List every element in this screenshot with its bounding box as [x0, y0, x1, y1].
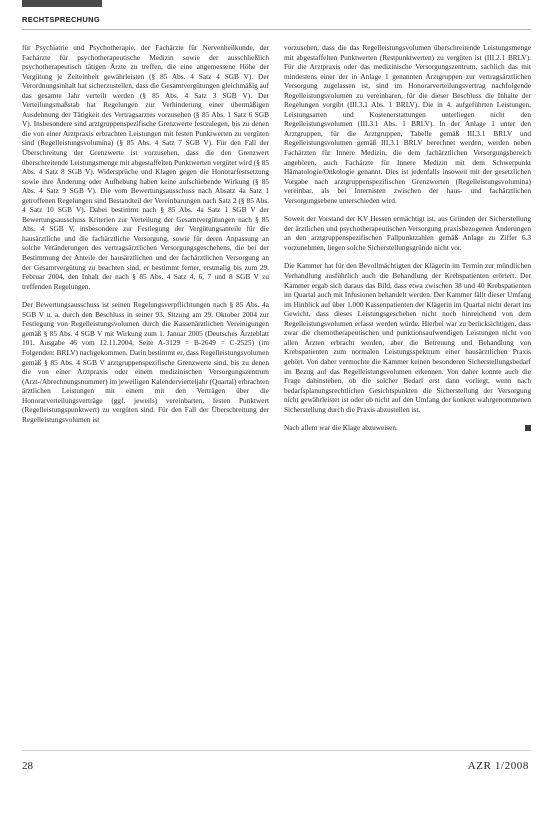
paragraph: Der Bewertungsausschuss ist seinen Regelungsverpflichtungen nach § 85 Abs. 4a SGB V u. a. durch den Beschluss in seiner 93. Sitzung am 29. Oktober 2004 zur Festlegung von Regelleistungsvolumen durch die Kassenärztlichen Vereinigungen gemäß § 85 Abs. 4 SGB V mit Wirkung zum 1. Januar 2005 (Deutsches Ärzteblatt 101, Ausgabe 46 vom 12.11.2004, Seite A-3129 = B-2649 = C-2525) (im Folgenden: BRLV) nachgekommen. Darin bestimmt er, dass Regelleistungsvolumen gemäß § 85 Abs. 4 SGB V arztgruppenspezifische Grenzwerte sind, bis zu denen die von einer Arztpraxis oder einem medizinischen Versorgungszentrum (Arzt-/Abrechnungsnummer) im jeweiligen Kalendervierteljahr (Quartal) erbrachten ärztlichen Leistungen mit einem mit den Verträgen über die Honorarverteilungsverträge (ggf. jeweils) vereinbarten, festen Punktwert (Regelleistungspunktwert) zu vergüten sind. Für den Fall der Überschreitung der Regelleistungsvolumen ist	[22, 300, 269, 424]
page-number: 28	[22, 760, 33, 772]
header-rule	[22, 29, 531, 30]
right-column	[284, 43, 531, 442]
end-of-article-mark	[525, 425, 531, 431]
paragraph: Die Kammer hat für den Bevollmächtigten der Klägerin im Termin zur mündlichen Verhandlung ausführlich auch die Behandlung der Krebspatienten erörtert. Der Kammer ergab sich daraus das Bild, dass etwa zwischen 38 und 40 Krebspatienten im Quartal auch mit Infusionen behandelt werden. Der Kammer fällt dieser Umfang im Hinblick auf über 1.000 Kassenpatienten der Klägerin im Quartal nicht derart ins Gewicht, dass dieses Leistungsgeschehen nicht noch hinreichend von dem Regelleistungsvolumen erfasst werden würde. Hierbei war zu berücksichtigen, dass zwar die chemotherapeutischen und punktionsaufwendigen Leistungen nicht von allen Ärzten erbracht werden, aber die Betreuung und Behandlung von Krebspatienten zum normalen Leistungsspektrum einer hausärztlichen Praxis gehört. Von daher vermochte die Kammer keinen besonderen Sicherstellungsbedarf im Bezug auf das Regelleistungsvolumen erkennen. Von daher konnte auch die Frage dahinstehen, ob die solcher Bedarf erst dann vorliegt, wenn nach bedarfsplanungsrechtlichen Gesichtspunkten die Sicherstellung der Versorgung nicht gewährleistet ist oder ob nicht auf den Umfang der konkret wahrgenommenen Sicherstellung durch die Praxis abzustellen ist.	[284, 261, 531, 414]
journal-reference: AZR 1/2008	[467, 760, 529, 772]
header-bar	[22, 0, 102, 7]
footer-rule	[22, 750, 531, 751]
paragraph: für Psychiatrie und Psychotherapie, der Fachärzte für Nervenheilkunde, der Fachärzte für psychotherapeutische Medizin sowie der ausschließlich psychotherapeutisch tätigen Ärzte zu treffen, die eine angemessene Höhe der Vergütung je Zeiteinheit gewährleisten (§ 85 Abs. 4 Satz 4 SGB V). Der Verordnungsinhalt hat sicherzustellen, dass die Gesamtvergütungen gleichmäßig auf das gesamte Jahr verteilt werden (§ 85 Abs. 4 Satz 3 SGB V). Der Verteilungsmaßstab hat Regelungen zur Verhinderung einer übermäßigen Ausdehnung der Tätigkeit des Vertragsarztes vorzusehen (§ 85 Abs. 1 Satz 6 SGB V). Insbesondere sind arztgruppenspezifische Grenzwerte festzulegen, bis zu denen die von einer Arztpraxis erbrachten Leistungen mit festen Punktwerten zu vergüten sind (Regelleistungsvolumina) (§ 85 Abs. 4 Satz 7 SGB V). Für den Fall der Überschreitung der Grenzwerte ist vorzusehen, dass die den Grenzwert überschreitende Leistungsmenge mit abgestaffelten Punktwerten vergütet wird (§ 85 Abs. 4 Satz 8 SGB V). Widersprüche und Klagen gegen die Honorarfestsetzung sowie ihre Änderung oder Aufhebung haben keine aufschiebende Wirkung (§ 85 Abs. 4 Satz 9 SGB V). Die vom Bewertungsausschuss nach Absatz 4a Satz 1 getroffenen Regelungen sind Bestandteil der Vereinbarungen nach Satz 2 (§ 85 Abs. 4 Satz 10 SGB V). Dabei bestimmt nach § 85 Abs. 4a Satz 1 SGB V der Bewertungsausschuss Kriterien zur Verteilung der Gesamtvergütungen nach § 85 Abs. 4 SGB V, insbesondere zur Festlegung der Vergütungsanteile für die hausärztliche und die fachärztliche Versorgung, sowie für deren Anpassung an solche Veränderungen des vertragsärztlichen Versorgungsgeschehens, die bei der Bestimmung der Anteile der hausärztlichen und der fachärztlichen Versorgung an der Gesamtvergütung zu beachten sind, er bestimmt ferner, erstmalig bis zum 29. Februar 2004, den Inhalt der nach § 85 Abs. 4 Satz 4, 6, 7 und 8 SGB V zu treffenden Regelungen.	[22, 43, 269, 291]
left-column	[22, 43, 269, 433]
closing-paragraph	[284, 423, 531, 433]
closing-text: Nach allem war die Klage abzuweisen.	[284, 423, 398, 433]
section-label: RECHTSPRECHUNG	[22, 15, 100, 24]
paragraph: Soweit der Vorstand der KV Hessen ermächtigt ist, aus Gründen der Sicherstellung der ärztlichen und psychotherapeutischen Versorgung praxisbezogenen Änderungen an den arztgruppenspezifischen Fallpunktzahlen gemäß Anlage zu Ziffer 6.3 vorzunehmen, liegen solche Sicherstellungsgründe nicht vor.	[284, 214, 531, 252]
paragraph: vorzusehen, dass die das Regelleistungsvolumen überschreitende Leistungsmenge mit abgestaffelten Punktwerten (Restpunktwerten) zu vergüten ist (III.2.1 BRLV). Für die Arztpraxis oder das medizinische Versorgungszentrum, sachlich das mit mindestens einer der in Anlage 1 genannten Arztgruppen zur vertragsärztlichen Versorgung zugelassen ist, sind im Honorarverteilungsvertrag nachfolgende Regelleistungsvolumen zu vereinbaren, für die dieser Beschluss die Inhalte der Regelungen vorgibt (III.3.1 Abs. 1 BRLV). Die in 4. aufgeführten Leistungen, Leistungsarten und Kostenerstattungen unterliegen nicht den Regelleistungsvolumen (III.3.1 Abs. 1 BRLV). In der Anlage 1 unter den Arztgruppen, für die Arztgruppen, Tabelle gemäß III.3.1 BRLV und Regelleistungsvolumen gemäß III.3.1 BRLV berechnet werden, werden neben Fachärzten für Innere Medizin, die dem fachärztlichen Versorgungsbereich angehören, auch Fachärzte für Innere Medizin mit dem Schwerpunkt Hämatologie/Onkologie genannt. Dies ist jedenfalls insoweit mit der gesetzlichen Vorgabe nach arztgruppenspezifischen Grenzwerten (Regelleistungsvolumina) vereinbar, als bei Internisten zwischen der haus- und fachärztlichen Versorgungsebene unterschieden wird.	[284, 43, 531, 205]
